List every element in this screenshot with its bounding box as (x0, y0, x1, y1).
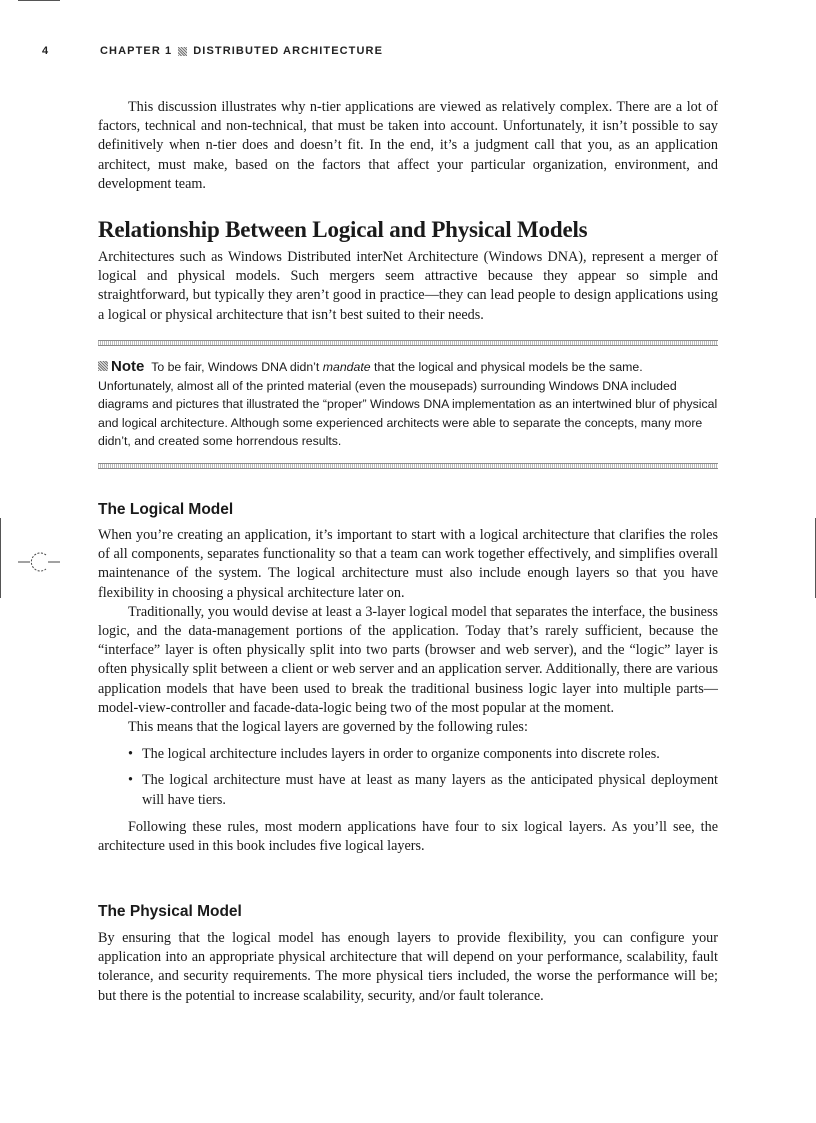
relationship-paragraph: Architectures such as Windows Distributed interNet Architecture (Windows DNA), represent a merger of logical and physical models. Such mergers seem attractive because they appear so simple and straightforward, but typically they aren’t good in practice—they can lead people to design applications using a logical or physical architecture that isn’t best suited to their needs. (98, 249, 718, 323)
list-item: • The logical architecture must have at least as many layers as the anticipated physical deployment will have tiers. (98, 771, 718, 809)
page-number: 4 (42, 45, 50, 57)
crop-mark-top (18, 0, 60, 1)
crop-mark-left (0, 518, 1, 598)
note-top-rule (98, 340, 718, 346)
logical-model-section (98, 500, 718, 520)
note-box (98, 358, 718, 451)
relationship-section (98, 216, 718, 244)
note-label: Note (111, 358, 145, 375)
logical-model-heading: The Logical Model (98, 501, 234, 518)
header-separator-icon (178, 47, 187, 56)
physical-model-body (98, 929, 718, 1006)
section-label: DISTRIBUTED ARCHITECTURE (193, 45, 384, 57)
relationship-body (98, 248, 718, 325)
rules-list (98, 745, 718, 810)
logical-paragraph-2: Traditionally, you would devise at least a 3-layer logical model that separates the interface, the business logic, and the data-management portions of the application. Today that’s rarely sufficient, because the “interface” layer is often physically split into two parts (browser and web server), and the “logic” layer is often physically split between a client or web server and an application server. Additionally, there are various application models that have been used to break the traditional business logic layer into multiple parts—model-view-controller and facade-data-logic being two of the most popular at the moment. (98, 603, 718, 716)
physical-paragraph-1: By ensuring that the logical model has enough layers to provide flexibility, you can configure your application into an appropriate physical architecture that will depend on your performance, scalability, fault tolerance, and security requirements. The more physical tiers included, the worse the performance will be; but there is the potential to increase scalability, security, and/or fault tolerance. (98, 930, 718, 1004)
logical-model-body (98, 526, 718, 856)
logical-paragraph-3: This means that the logical layers are governed by the following rules: (128, 719, 528, 736)
logical-paragraph-4: Following these rules, most modern applications have four to six logical layers. As you’ll see, the architecture used in this book includes five logical layers. (98, 818, 718, 855)
note-text: Note To be fair, Windows DNA didn’t mandate that the logical and physical models be the same. Unfortunately, almost all of the printed material (even the mousepads) surrounding Windows DNA included diagrams and pictures that illustrated the “proper” Windows DNA implementation as an intertwined blur of physical and logical architecture. Although some experienced architects were able to separate the concepts, many more didn’t, and created some horrendous results. (98, 358, 718, 449)
logical-paragraph-1: When you’re creating an application, it’s important to start with a logical architecture that clarifies the roles of all components, separates functionality so that a team can work together effectively, and simplifies overall maintenance of the system. The logical architecture must also include enough layers so that you have flexibility in choosing a physical architecture later on. (98, 527, 718, 601)
intro-paragraph: This discussion illustrates why n-tier applications are viewed as relatively complex. There are a lot of factors, technical and non-technical, that must be taken into account. Unfortunately, it isn’t possible to say definitively when n-tier does and doesn’t fit. In the end, it’s a judgment call that you, as an application architect, must make, based on the factors that affect your particular organization, environment, and development team. (98, 99, 718, 192)
intro-block (98, 98, 718, 194)
physical-model-heading: The Physical Model (98, 903, 242, 920)
chapter-label: CHAPTER 1 (100, 45, 173, 57)
running-header (42, 43, 383, 59)
note-bottom-rule (98, 463, 718, 469)
registration-mark-icon (16, 546, 62, 578)
note-icon (98, 361, 108, 371)
section-heading: Relationship Between Logical and Physical Models (98, 217, 588, 242)
physical-model-section (98, 902, 718, 922)
list-item: • The logical architecture includes layers in order to organize components into discrete roles. (98, 745, 718, 764)
